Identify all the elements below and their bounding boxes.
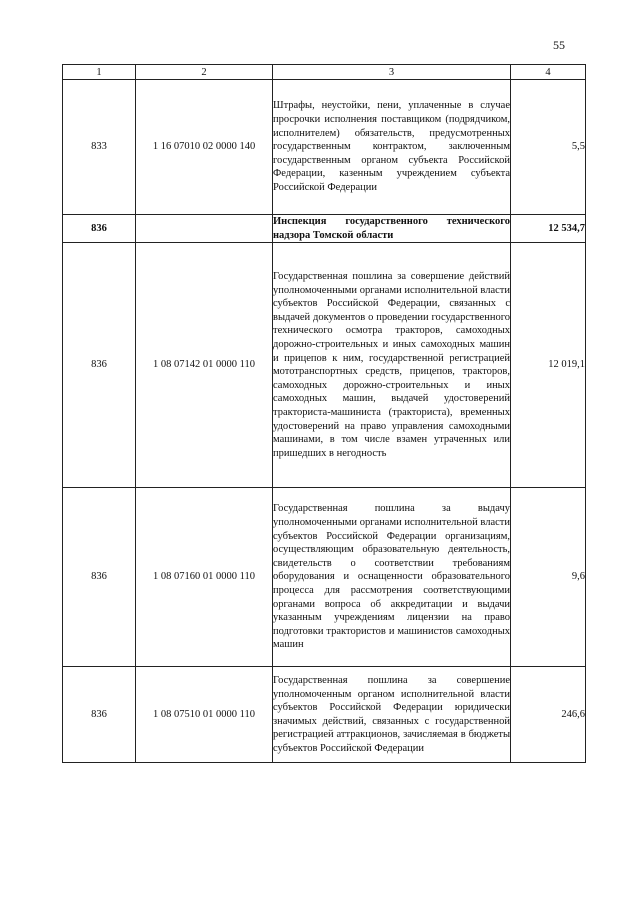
table-header-row [63,65,586,80]
amount-cell: 9,6 [511,488,586,667]
admin-code-cell: 833 [63,80,136,215]
budget-code-cell: 1 08 07142 01 0000 110 [136,243,273,488]
amount-cell: 12 534,7 [511,215,586,243]
table-row-department [63,215,586,243]
admin-code-cell: 836 [63,667,136,763]
table-row [63,80,586,215]
amount-cell: 5,5 [511,80,586,215]
amount-cell: 12 019,1 [511,243,586,488]
admin-code-cell: 836 [63,488,136,667]
description-cell [273,667,511,763]
column-header-1: 1 [63,65,136,80]
column-header-4: 4 [511,65,586,80]
description-text: Государственная пошлина за совершение действий уполномоченными органами исполнительной власти субъектов Российской Федерации, связанных с выдачей документов о проведении государственного технического осмотра тракторов, самоходных дорожно-строительных и иных самоходных машин и прицепов к ним, государственной регистрацией мототранспортных средств, прицепов, тракторов, самоходных дорожно-строительных и иных самоходных машин, выдачей удостоверений тракториста-машиниста (тракториста), временных удостоверений на право управления самоходными машинами, в том числе взамен утраченных или пришедших в негодность [273,271,510,459]
page-number: 55 [553,38,565,52]
table-row [63,488,586,667]
description-cell [273,80,511,215]
budget-code-cell: 1 16 07010 02 0000 140 [136,80,273,215]
description-cell [273,243,511,488]
admin-code-cell: 836 [63,243,136,488]
description-text: Государственная пошлина за совершение уполномоченным органом исполнительной власти субъектов Российской Федерации юридически значимых действий, связанных с государственной регистрацией аттракционов, зачисляемая в бюджеты субъектов Российской Федерации [273,674,510,754]
description-cell [273,488,511,667]
description-cell [273,215,511,243]
description-text: Государственная пошлина за выдачу уполномоченными органами исполнительной власти субъектов Российской Федерации организациям, осуществляющим образовательную деятельность, свидетельств о соответствии требованиям оборудования и оснащенности образовательного процесса для рассмотрения соответствующими органами вопроса об аккредитации и выдачи указанным учреждениям лицензии на право подготовки трактористов и машинистов самоходных машин [273,503,510,651]
table-row [63,667,586,763]
column-header-2: 2 [136,65,273,80]
admin-code-cell: 836 [63,215,136,243]
budget-code-cell [136,215,273,243]
budget-code-cell: 1 08 07510 01 0000 110 [136,667,273,763]
column-header-3: 3 [273,65,511,80]
description-text: Инспекция государственного технического надзора Томской области [273,216,510,241]
table-row [63,243,586,488]
budget-code-cell: 1 08 07160 01 0000 110 [136,488,273,667]
amount-cell: 246,6 [511,667,586,763]
description-text: Штрафы, неустойки, пени, уплаченные в случае просрочки исполнения поставщиком (подрядчиком, исполнителем) обязательств, предусмотренных государственным контрактом, заключенным государственным органом субъекта Российской Федерации, казенным учреждением субъекта Российской Федерации [273,100,510,193]
revenue-table [62,64,586,763]
